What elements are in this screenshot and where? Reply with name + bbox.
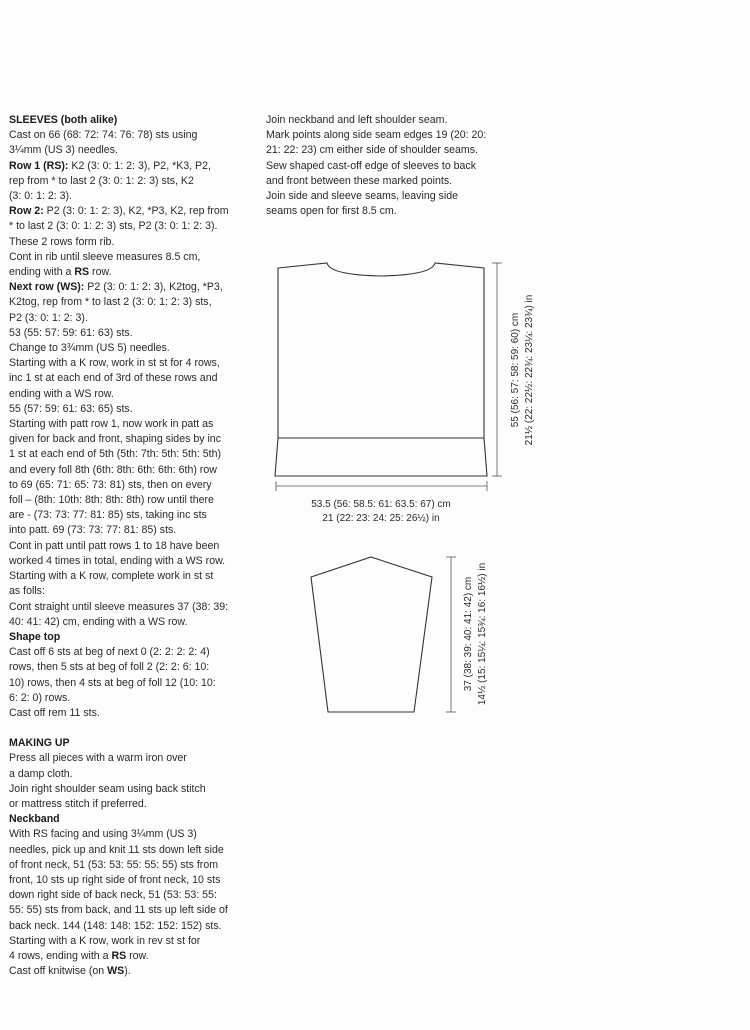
neckband-text: With RS facing and using 3¼mm (US 3) needles, pick up and knit 11 sts down left side of front neck, 51 (53: 53: 55: 55: 55) sts from front, 10 sts up right side of front neck, 10 sts down right side of back neck, 51 (53: 53: 55: 55: 55) sts from back, and 11 sts up left side of back neck. 144 (148: 148: 152: 152: 152) sts. Starting with a K row, work in rev st st for 4 rows, ending with a [9,828,228,962]
body-length-in: 21½ (22: 22½: 22¾: 23¼: 23¾) in [524,294,535,446]
next-row-text: P2 (3: 0: 1: 2: 3), K2tog, *P3, K2tog, rep from * to last 2 (3: 0: 1: 2: 3) sts, P2 (3: 0: 1: 2: 3). 53 (55: 57: 59: 61: 63) sts. Change to 3¾mm (US 5) needles. Starting with a K row, work in st st for 4 rows, inc 1 st at each end of 3rd of these rows and ending with a WS row. 55 (57: 59: 61: 63: 65) sts. Starting with patt row 1, now work in patt as given for back and front, shaping sides by inc 1 st at each end of 5th (5th: 7th: 5th: 5th: 5th) and every foll 8th (6th: 8th: 6th: 6th: 6th) row to 69 (65: 71: 65: 73: 81) sts, then on every foll – (8th: 10th: 8th: 8th: 8th) row until there are - (73: 73: 77: 81: 85) sts, taking inc sts into patt. 69 (73: 73: 77: 81: 85) sts. Cont in patt until patt rows 1 to 18 have been worked 4 times in total, ending with a WS row. Starting with a K row, complete work in st st as folls: Cont straight until sleeve measures 37 (38: 39: 40: 41: 42) cm, ending with a WS row. [9,281,229,628]
body-width-arrow [276,481,487,491]
neckband-rs: RS [111,949,127,962]
neckband-end: ). [124,965,131,978]
body-schematic [275,263,487,476]
neckband-heading: Neckband [9,813,60,826]
making-up-heading: MAKING UP [9,737,70,750]
sleeve-schematic [311,557,432,712]
finishing-text: Join neckband and left shoulder seam. Mark points along side seam edges 19 (20: 20: 21: 22: 23) cm either side of shoulder seams. Sew shaped cast-off edge of sleeves to back and front between these marked points. Join side and sleeve seams, leaving side seams open for first 8.5 cm. [266,114,487,218]
cast-on-text: Cast on 66 (68: 72: 74: 76: 78) sts using 3¼mm (US 3) needles. [9,129,198,157]
shape-top-heading: Shape top [9,630,61,643]
sleeve-length-cm: 37 (38: 39: 40: 41: 42) cm [463,576,474,692]
sleeve-length-in: 14½ (15: 15¼: 15¾: 16: 16½) in [477,562,488,706]
body-width-cm: 53.5 (56: 58.5: 61: 63.5: 67) cm [311,499,451,510]
body-width-in: 21 (22: 23: 24: 25: 26½) in [322,513,440,524]
neckband-ws: WS [107,965,125,978]
making-up-text: Press all pieces with a warm iron over a damp cloth. Join right shoulder seam using back stitch or mattress stitch if preferred. [9,752,206,810]
shape-top-text: Cast off 6 sts at beg of next 0 (2: 2: 2: 2: 4) rows, then 5 sts at beg of foll 2 (2: 2: 6: 10: 10) rows, then 4 sts at beg of foll 12 (10: 10: 6: 2: 0) rows. Cast off rem 11 sts. [9,646,216,719]
row2-end: row. [89,266,112,279]
body-length-arrow [492,263,502,476]
sleeve-length-arrow [446,557,456,712]
row2-label: Row 2: [9,205,44,218]
body-outline [275,263,487,476]
body-length-cm: 55 (56: 57: 58: 59: 60) cm [510,312,521,428]
row1-label: Row 1 (RS): [9,159,69,172]
row2-rs: RS [74,266,90,279]
sleeves-heading: SLEEVES (both alike) [9,114,118,126]
row1-text: K2 (3: 0: 1: 2: 3), P2, *K3, P2, rep from * to last 2 (3: 0: 1: 2: 3) sts, K2 (3: 0: 1: 2: 3). [9,159,211,203]
next-row-label: Next row (WS): [9,281,85,294]
sleeve-outline [311,557,432,712]
row2-text: P2 (3: 0: 1: 2: 3), K2, *P3, K2, rep from * to last 2 (3: 0: 1: 2: 3) sts, P2 (3: 0: 1: 2: 3). These 2 rows form rib. Cont in rib until sleeve measures 8.5 cm, ending with a [9,205,229,279]
neckband-mid: row. Cast off knitwise (on [9,949,149,978]
